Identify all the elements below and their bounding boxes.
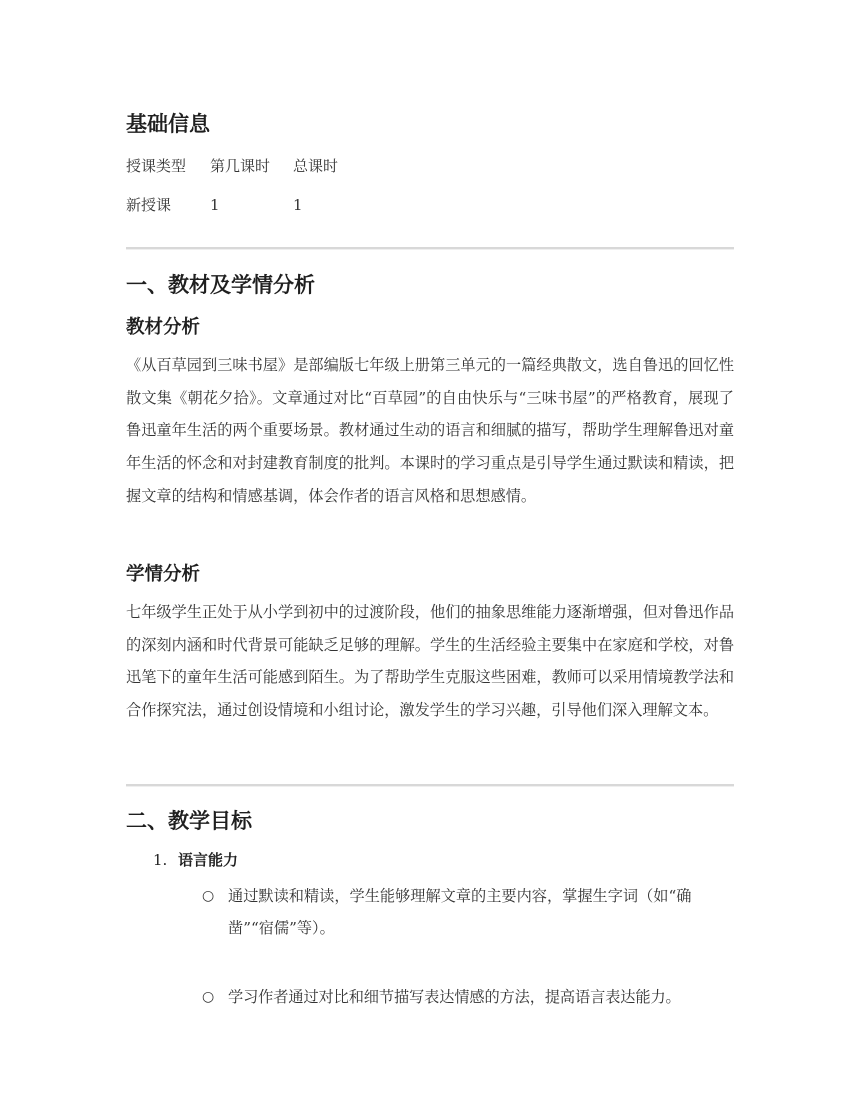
goal-list-item-1 (153, 849, 238, 872)
header-lesson-type: 授课类型 (126, 157, 187, 175)
header-lesson-number: 第几课时 (210, 157, 271, 175)
paragraph-material-analysis: 《从百草园到三味书屋》是部编版七年级上册第三单元的一篇经典散文，选自鲁迅的回忆性散文集《朝花夕拾》。文章通过对比“百草园”的自由快乐与“三味书屋”的严格教育，展现了鲁迅童年生活的两个重要场景。教材通过生动的语言和细腻的描写，帮助学生理解鲁迅对童年生活的怀念和对封建教育制度的批判。本课时的学习重点是引导学生通过默读和精读，把握文章的结构和情感基调，体会作者的语言风格和思想感情。 (126, 356, 734, 505)
value-lesson-number: 1 (210, 196, 220, 214)
section-divider (126, 784, 734, 787)
value-total-lessons: 1 (293, 196, 303, 214)
hollow-circle-bullet-icon: ○ (202, 989, 215, 1005)
heading-basic-info: 基础信息 (126, 112, 210, 136)
value-lesson-type: 新授课 (126, 196, 172, 214)
basic-info-value-row (126, 195, 526, 215)
basic-info-header-row (126, 156, 526, 176)
paragraph-student-analysis: 七年级学生正处于从小学到初中的过渡阶段，他们的抽象思维能力逐渐增强，但对鲁迅作品的深刻内涵和时代背景可能缺乏足够的理解。学生的生活经验主要集中在家庭和学校，对鲁迅笔下的童年生活可能感到陌生。为了帮助学生克服这些困难，教师可以采用情境教学法和合作探究法，通过创设情境和小组讨论，激发学生的学习兴趣，引导他们深入理解文本。 (126, 603, 734, 720)
hollow-circle-bullet-icon: ○ (202, 888, 215, 904)
heading-section-2: 二、教学目标 (126, 809, 252, 833)
goal-bullet-item (202, 880, 722, 946)
goal-title-language: 语言能力 (178, 851, 239, 869)
heading-material-analysis: 教材分析 (126, 317, 201, 338)
heading-section-1: 一、教材及学情分析 (126, 273, 315, 297)
heading-student-analysis: 学情分析 (126, 564, 201, 585)
section-divider (126, 247, 734, 250)
goal-list-number: 1. (153, 851, 168, 869)
header-total-lessons: 总课时 (293, 157, 339, 175)
goal-bullet-item (202, 981, 722, 1015)
goal-bullet-text: 学习作者通过对比和细节描写表达情感的方法，提高语言表达能力。 (228, 988, 681, 1006)
goal-bullet-text: 通过默读和精读，学生能够理解文章的主要内容，掌握生字词（如“确凿”“宿儒”等）。 (228, 887, 692, 937)
